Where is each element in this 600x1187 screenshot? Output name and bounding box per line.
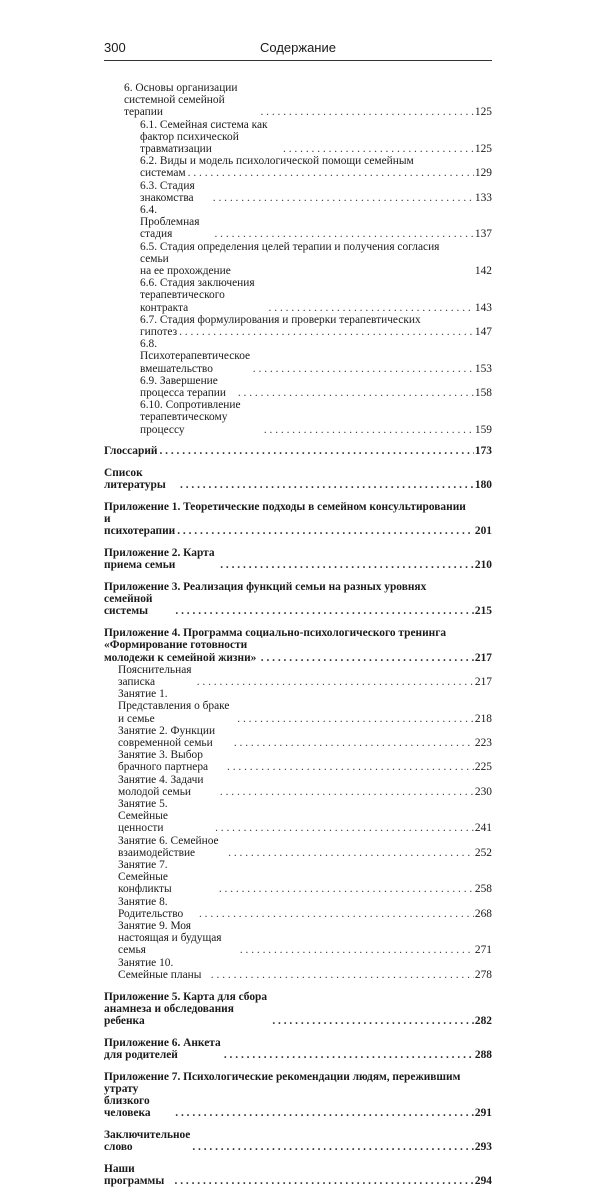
toc-page: 218 (474, 712, 492, 725)
toc-section-6-5-line2[interactable] (104, 253, 492, 265)
toc-label: Занятие 1. Представления о браке и семье (118, 688, 230, 725)
leader-dots (173, 1107, 474, 1119)
leader-dots (258, 106, 474, 118)
toc-label: 6.4. Проблемная стадия (140, 204, 200, 241)
toc-page: 125 (474, 143, 492, 156)
toc-page: 293 (474, 1141, 492, 1154)
toc-page: 143 (474, 301, 492, 314)
toc-section-6-2[interactable] (104, 167, 492, 179)
toc-lesson[interactable] (104, 798, 492, 835)
toc-section-6-9[interactable] (104, 375, 492, 399)
toc-label: 6.10. Сопротивление терапевтическому процессу (140, 399, 241, 436)
toc-label: гипотез (140, 326, 178, 339)
toc-page: 282 (474, 1014, 492, 1027)
toc-label: Занятие 5. Семейные ценности (118, 797, 168, 835)
toc-label: Приложение 4. Программа социально-психологического тренинга (104, 627, 447, 640)
toc-page: 137 (474, 228, 492, 241)
toc-label: Глоссарий (104, 445, 158, 458)
leader-dots (218, 559, 474, 571)
toc-page: 158 (474, 387, 492, 400)
toc-label: Приложение 7. Психологические рекомендации людям, пережившим утрату (104, 1070, 461, 1095)
toc-appendix-2[interactable] (104, 547, 492, 571)
toc-label: «Формирование готовности молодежи к семейной жизни» (104, 639, 257, 664)
toc-label: Приложение 1. Теоретические подходы в семейном консультировании (104, 501, 466, 513)
toc-page: 153 (474, 362, 492, 375)
table-of-contents (104, 82, 492, 1187)
toc-page: 180 (474, 479, 492, 492)
running-header (104, 38, 492, 61)
toc-appendix-6[interactable] (104, 1037, 492, 1061)
toc-conclusion[interactable] (104, 1129, 492, 1153)
section-title: Содержание (260, 40, 336, 55)
leader-dots (195, 676, 474, 688)
toc-lesson[interactable] (104, 896, 492, 920)
leader-dots (190, 1141, 474, 1153)
toc-label: Приложение 2. Карта приема семьи (104, 547, 215, 572)
toc-lesson[interactable] (104, 725, 492, 749)
toc-page: 258 (474, 883, 492, 896)
toc-label: Занятие 3. Выбор брачного партнера (118, 749, 209, 774)
toc-label: Список литературы (104, 467, 166, 492)
toc-glossary[interactable] (104, 445, 492, 457)
toc-page: 217 (474, 651, 492, 664)
toc-label: Приложение 3. Реализация функций семьи на разных уровнях (104, 581, 427, 594)
toc-page: 241 (474, 822, 492, 835)
leader-dots (238, 944, 474, 956)
toc-lesson[interactable] (104, 835, 492, 859)
leader-dots (177, 326, 474, 338)
toc-section-6-1[interactable] (104, 119, 492, 156)
toc-label: Занятие 9. Моя настоящая и будущая семья (118, 920, 222, 957)
toc-section-6-3[interactable] (104, 180, 492, 204)
toc-label: 6.3. Стадия знакомства (140, 179, 195, 204)
toc-label: близкого человека (104, 1094, 151, 1120)
toc-appendix-3-line1[interactable] (104, 581, 492, 593)
toc-label: Заключительное слово (104, 1128, 191, 1154)
leader-dots (251, 363, 474, 375)
toc-appendix-1-line1[interactable] (104, 501, 492, 513)
leader-dots (226, 847, 474, 859)
leader-dots (262, 424, 474, 436)
toc-page: 252 (474, 846, 492, 859)
toc-section-6-5[interactable] (104, 265, 492, 277)
leader-dots (175, 525, 474, 537)
toc-label: Занятие 4. Задачи молодой семьи (118, 773, 204, 798)
leader-dots (218, 786, 474, 798)
toc-lesson[interactable] (104, 957, 492, 981)
leader-dots (173, 1175, 474, 1187)
toc-section-6-5-line1[interactable] (104, 241, 492, 253)
toc-label: 6.6. Стадия заключения терапевтического контракта (140, 277, 255, 314)
toc-section-6-2-line1[interactable] (104, 155, 492, 167)
toc-label: 6.2. Виды и модель психологической помощи семейным (140, 155, 414, 168)
toc-page: 215 (474, 605, 492, 618)
toc-appendix-7[interactable] (104, 1095, 492, 1119)
toc-page: 173 (474, 445, 492, 458)
toc-label: Пояснительная записка (118, 663, 192, 688)
toc-label: Приложение 6. Анкета для родителей (104, 1036, 221, 1061)
leader-dots (232, 737, 474, 749)
appendix-4-lessons (104, 664, 492, 981)
toc-label: Занятие 10. Семейные планы (118, 956, 202, 981)
page-number: 300 (104, 40, 126, 55)
toc-label: Занятие 2. Функции современной семьи (118, 724, 216, 749)
leader-dots (270, 1015, 474, 1027)
toc-lesson[interactable] (104, 688, 492, 725)
toc-page: 223 (474, 736, 492, 749)
toc-lesson[interactable] (104, 774, 492, 798)
toc-label: на ее прохождение (140, 265, 231, 278)
leader-dots (217, 883, 474, 895)
toc-chapter-6[interactable] (104, 82, 492, 119)
leader-dots (235, 713, 474, 725)
toc-appendix-5[interactable] (104, 991, 492, 1028)
toc-page: 142 (474, 265, 492, 278)
toc-label: Занятие 8. Родительство (118, 895, 184, 920)
toc-page: 159 (474, 423, 492, 436)
toc-lesson[interactable] (104, 920, 492, 957)
toc-page: 210 (474, 559, 492, 572)
leader-dots (281, 143, 474, 155)
toc-label: Занятие 7. Семейные конфликты (118, 858, 172, 896)
toc-section-6-7[interactable] (104, 326, 492, 338)
toc-page: 271 (474, 944, 492, 957)
leader-dots (213, 822, 474, 834)
toc-lesson[interactable] (104, 859, 492, 896)
toc-label: системам (140, 167, 186, 180)
toc-section-6-6[interactable] (104, 277, 492, 314)
toc-label: и психотерапии (104, 513, 176, 538)
toc-label: 6.7. Стадия формулирования и проверки терапевтических (140, 313, 421, 326)
toc-lesson[interactable] (104, 664, 492, 688)
toc-appendix-1[interactable] (104, 513, 492, 537)
leader-dots (209, 969, 474, 981)
toc-label: 6.9. Завершение процесса терапии (140, 374, 226, 400)
leader-dots (267, 302, 474, 314)
toc-appendix-4[interactable] (104, 639, 492, 663)
toc-section-6-8[interactable] (104, 338, 492, 375)
leader-dots (173, 605, 474, 617)
toc-page: 294 (474, 1174, 492, 1187)
toc-page: 278 (474, 968, 492, 981)
toc-appendix-7-line1[interactable] (104, 1071, 492, 1095)
toc-label: Приложение 5. Карта для сбора анамнеза и обследования ребенка (104, 990, 268, 1027)
toc-appendix-4-line1[interactable] (104, 627, 492, 639)
toc-label: семейной системы (104, 593, 153, 618)
toc-references[interactable] (104, 467, 492, 491)
toc-section-6-7-line1[interactable] (104, 314, 492, 326)
toc-page: 129 (474, 167, 492, 180)
leader-dots (259, 652, 474, 664)
toc-section-6-10[interactable] (104, 399, 492, 436)
leader-dots (157, 445, 474, 457)
toc-label: 6.1. Семейная система как фактор психической травматизации (140, 118, 268, 156)
toc-appendix-3[interactable] (104, 593, 492, 617)
toc-page: 268 (474, 907, 492, 920)
toc-label: Занятие 6. Семейное взаимодействие (118, 834, 219, 859)
toc-page: 288 (474, 1048, 492, 1061)
toc-label: 6.8. Психотерапевтическое вмешательство (140, 338, 251, 375)
toc-lesson[interactable] (104, 749, 492, 773)
toc-page: 147 (474, 326, 492, 339)
toc-page: 291 (474, 1107, 492, 1120)
toc-label: 6. Основы организации системной семейной терапии (124, 82, 238, 119)
toc-label: семьи (140, 252, 169, 265)
toc-programs[interactable] (104, 1163, 492, 1187)
leader-dots (225, 761, 474, 773)
toc-label: Наши программы (104, 1162, 165, 1187)
leader-dots (178, 479, 474, 491)
toc-label: 6.5. Стадия определения целей терапии и получения согласия (140, 240, 440, 253)
toc-page: 133 (474, 191, 492, 204)
toc-page: 201 (474, 525, 492, 538)
toc-section-6-4[interactable] (104, 204, 492, 241)
toc-page: 125 (474, 106, 492, 119)
leader-dots (212, 228, 474, 240)
leader-dots (236, 387, 474, 399)
leader-dots (197, 908, 474, 920)
toc-page: 230 (474, 785, 492, 798)
toc-page: 217 (474, 675, 492, 688)
leader-dots (186, 167, 474, 179)
leader-dots (222, 1049, 474, 1061)
toc-page: 225 (474, 761, 492, 774)
leader-dots (211, 192, 474, 204)
